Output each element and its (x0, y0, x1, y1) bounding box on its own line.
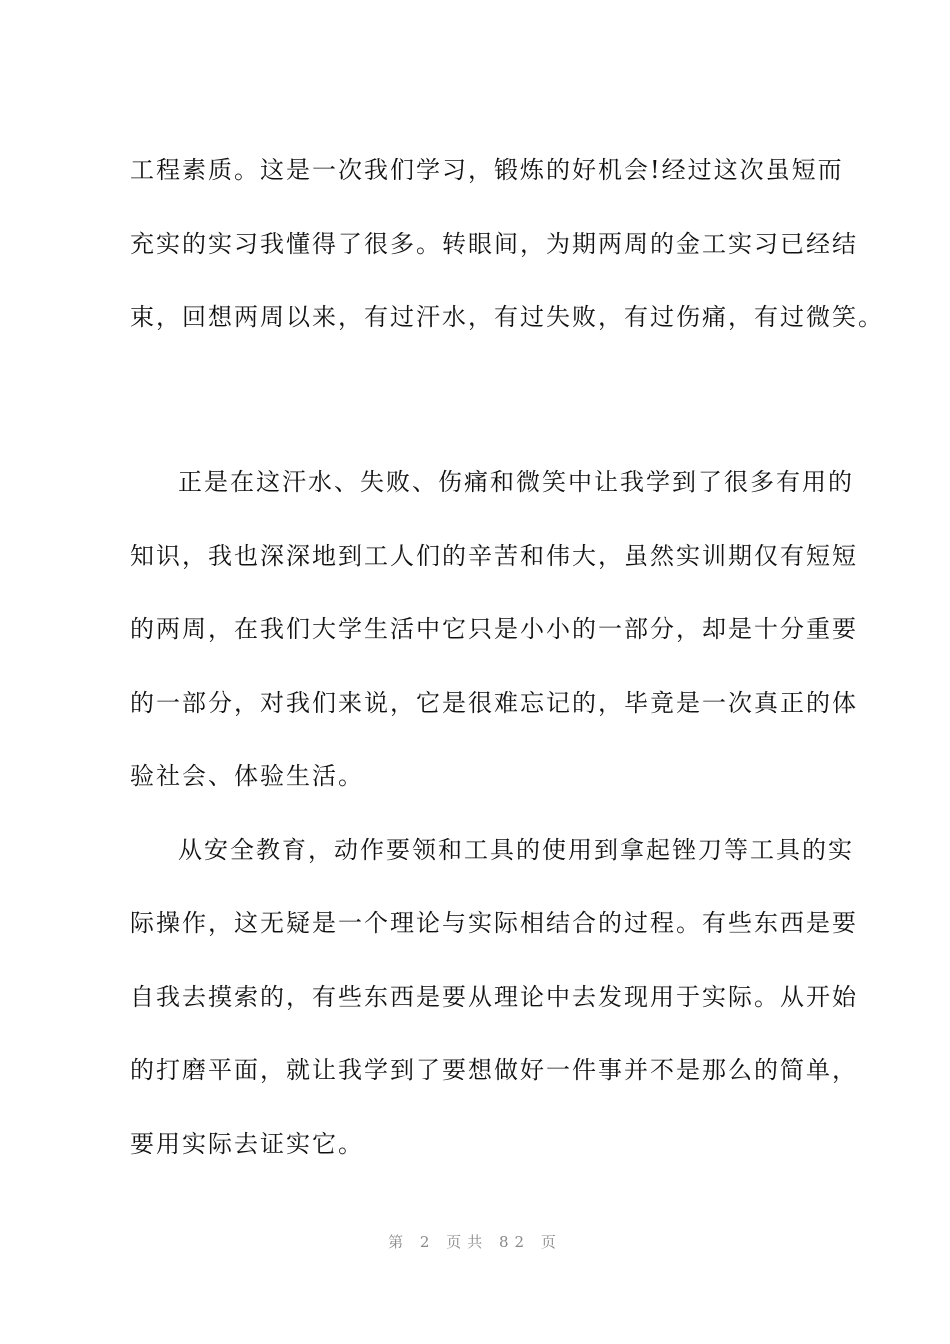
page-number-footer: 第 2 页共 82 页 (388, 1233, 562, 1251)
paragraph-2-line-3: 的两周，在我们大学生活中它只是小小的一部分，却是十分重要 (130, 615, 858, 643)
paragraph-2-line-4: 的一部分，对我们来说，它是很难忘记的，毕竟是一次真正的体 (130, 689, 858, 717)
paragraph-2-line-5: 验社会、体验生活。 (130, 762, 364, 790)
paragraph-3-line-4: 的打磨平面，就让我学到了要想做好一件事并不是那么的简单， (130, 1056, 858, 1084)
paragraph-2-line-2: 知识，我也深深地到工人们的辛苦和伟大，虽然实训期仅有短短 (130, 542, 858, 570)
paragraph-3-line-2: 际操作，这无疑是一个理论与实际相结合的过程。有些东西是要 (130, 909, 858, 937)
paragraph-1-line-3: 束，回想两周以来，有过汗水，有过失败，有过伤痛，有过微笑。 (130, 303, 884, 331)
paragraph-1-line-2: 充实的实习我懂得了很多。转眼间，为期两周的金工实习已经结 (130, 230, 858, 258)
paragraph-3-line-5: 要用实际去证实它。 (130, 1130, 364, 1158)
paragraph-2-line-1: 正是在这汗水、失败、伤痛和微笑中让我学到了很多有用的 (178, 468, 854, 496)
paragraph-3-line-1: 从安全教育，动作要领和工具的使用到拿起锉刀等工具的实 (178, 836, 854, 864)
paragraph-3-line-3: 自我去摸索的，有些东西是要从理论中去发现用于实际。从开始 (130, 983, 858, 1011)
paragraph-1-line-1: 工程素质。这是一次我们学习，锻炼的好机会!经过这次虽短而 (130, 156, 844, 184)
